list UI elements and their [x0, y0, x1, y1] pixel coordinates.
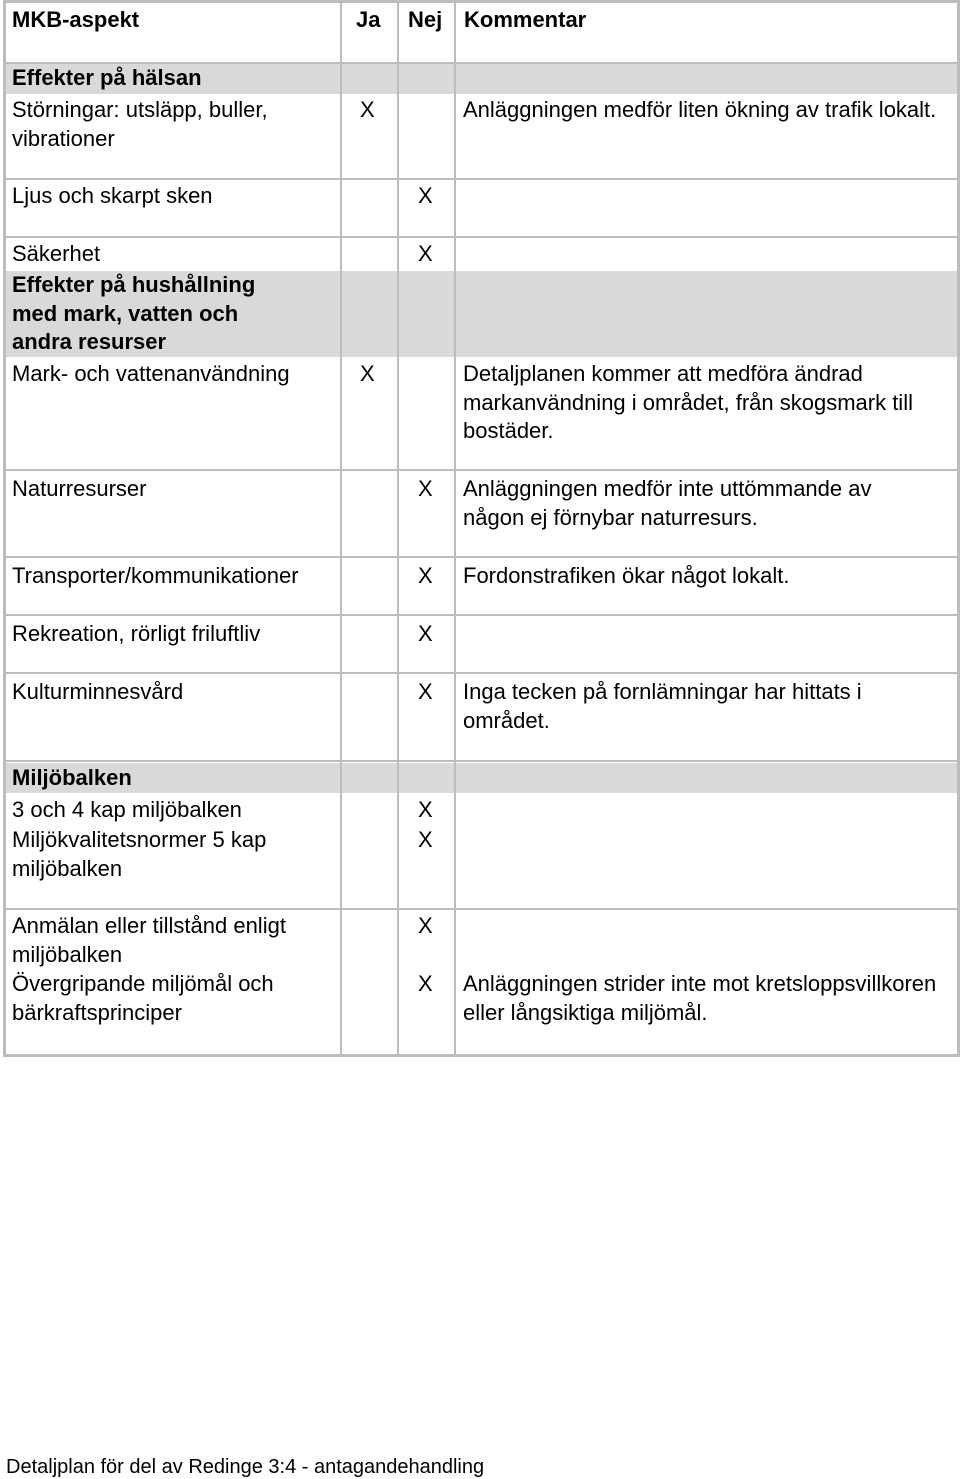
- row-nej-mark: X: [418, 621, 433, 646]
- row-aspect: Övergripande miljömål och bärkraftsprinciper: [12, 971, 274, 1025]
- row-comment: Anläggningen medför liten ökning av trafik lokalt.: [463, 97, 937, 122]
- row-comment: Anläggningen strider inte mot kretsloppsvillkoren eller långsiktiga miljömål.: [463, 971, 937, 1025]
- divider: [3, 614, 958, 616]
- row-nej-mark: X: [418, 913, 433, 938]
- divider: [3, 469, 958, 471]
- row-comment: Fordonstrafiken ökar något lokalt.: [463, 563, 790, 588]
- row-aspect: Naturresurser: [12, 476, 147, 501]
- row-aspect: Mark- och vattenanvändning: [12, 361, 290, 386]
- table-frame: [3, 0, 960, 1057]
- row-aspect: Kulturminnesvård: [12, 679, 184, 704]
- divider: [454, 0, 456, 1055]
- row-ja-mark: X: [360, 97, 375, 122]
- section-title-miljobalken: Miljöbalken: [12, 765, 132, 790]
- row-aspect: Säkerhet: [12, 241, 101, 266]
- divider: [3, 178, 958, 180]
- row-aspect: Anmälan eller tillstånd enligt miljöbalken: [12, 913, 286, 967]
- divider: [3, 556, 958, 558]
- divider: [3, 672, 958, 674]
- row-ja-mark: X: [360, 361, 375, 386]
- section-title-halsan: Effekter på hälsan: [12, 65, 202, 90]
- section-title-hushallning: Effekter på hushållning med mark, vatten och andra resurser: [12, 272, 256, 354]
- row-aspect: Störningar: utsläpp, buller, vibrationer: [12, 97, 268, 151]
- row-nej-mark: X: [418, 183, 433, 208]
- divider: [3, 760, 958, 762]
- header-nej: Nej: [408, 7, 443, 32]
- row-aspect: Transporter/kommunikationer: [12, 563, 299, 588]
- row-aspect: 3 och 4 kap miljöbalken: [12, 797, 242, 822]
- divider: [3, 236, 958, 238]
- divider: [397, 0, 399, 1055]
- row-nej-mark: X: [418, 971, 433, 996]
- divider: [340, 0, 342, 1055]
- row-comment: Detaljplanen kommer att medföra ändrad markanvändning i området, från skogsmark till bostäder.: [463, 361, 913, 443]
- divider: [3, 908, 958, 910]
- divider: [3, 62, 958, 64]
- row-nej-mark: X: [418, 241, 433, 266]
- row-nej-mark: X: [418, 797, 433, 822]
- row-nej-mark: X: [418, 563, 433, 588]
- row-aspect: Miljökvalitetsnormer 5 kap miljöbalken: [12, 827, 267, 881]
- page-footer: Detaljplan för del av Redinge 3:4 - antagandehandling: [6, 1456, 485, 1478]
- row-aspect: Ljus och skarpt sken: [12, 183, 213, 208]
- row-comment: Anläggningen medför inte uttömmande av någon ej förnybar naturresurs.: [463, 476, 872, 530]
- row-nej-mark: X: [418, 827, 433, 852]
- header-kommentar: Kommentar: [464, 7, 587, 32]
- row-aspect: Rekreation, rörligt friluftliv: [12, 621, 261, 646]
- row-nej-mark: X: [418, 679, 433, 704]
- row-comment: Inga tecken på fornlämningar har hittats i området.: [463, 679, 862, 733]
- row-nej-mark: X: [418, 476, 433, 501]
- header-ja: Ja: [356, 7, 381, 32]
- header-aspect: MKB-aspekt: [12, 7, 140, 32]
